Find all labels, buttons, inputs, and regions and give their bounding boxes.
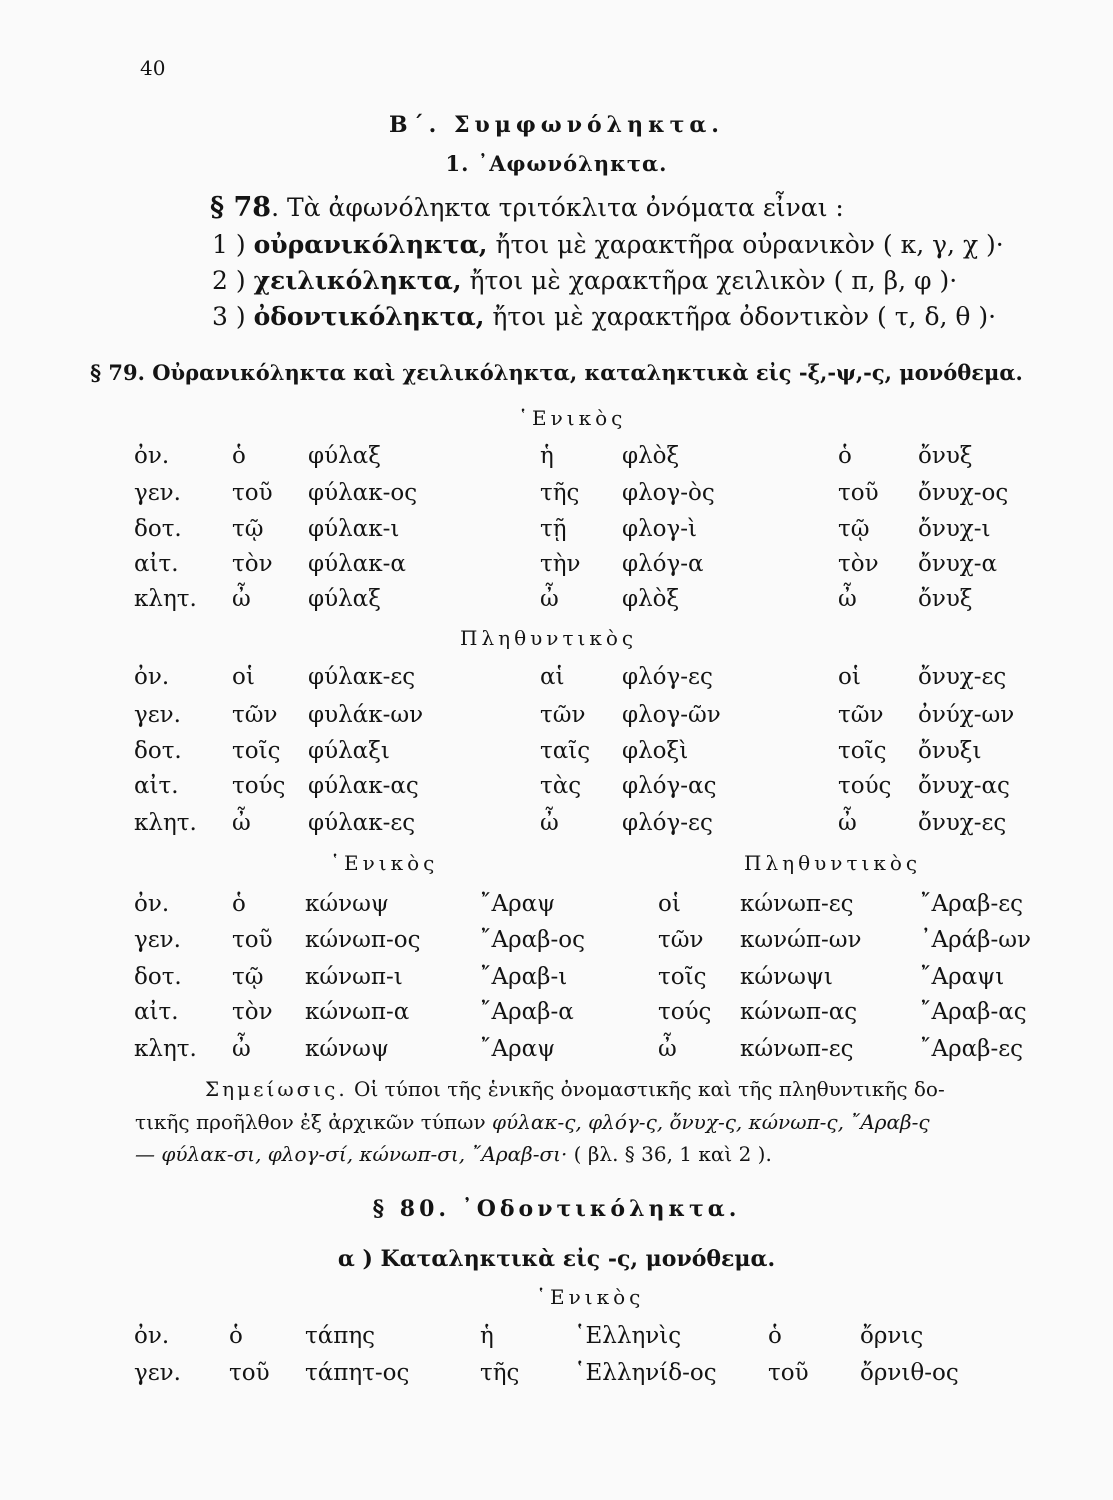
- table-cell: κώνωπ-ος: [305, 927, 421, 953]
- table-cell: τῶν: [658, 927, 704, 953]
- note-text: Οἱ τύποι τῆς ἑνικῆς ὀνομαστικῆς καὶ τῆς πληθυντικῆς δο-: [347, 1077, 945, 1101]
- case-label: ὀν.: [134, 891, 170, 917]
- table-cell: ὁ: [838, 443, 852, 469]
- table-cell: τοῦ: [232, 480, 273, 506]
- paragraph-78-text: . Τὰ ἀφωνόληκτα τριτόκλιτα ὀνόματα εἶναι :: [271, 193, 844, 222]
- table-cell: ὁ: [232, 443, 246, 469]
- item-term: ὀδοντικόληκτα,: [253, 302, 485, 331]
- table-cell: ῎Αραψι: [920, 964, 1005, 990]
- case-label: ὀν.: [134, 664, 170, 690]
- table-cell: οἱ: [838, 664, 861, 690]
- list-item: [212, 302, 996, 331]
- table-cell: ὦ: [232, 1036, 251, 1062]
- page-number: 40: [140, 56, 166, 80]
- table-cell: ᾿Αράβ-ων: [920, 927, 1031, 953]
- table-cell: τοῦ: [229, 1360, 270, 1386]
- item-number: 2 ): [212, 266, 246, 295]
- table-cell: κωνώπ-ων: [740, 927, 862, 953]
- table-cell: κώνωψ: [305, 891, 389, 917]
- table-cell: ὦ: [838, 810, 857, 836]
- number-label-plural: Πληθυντικὸς: [460, 626, 638, 650]
- chapter-title: Β΄. Συμφωνόληκτα.: [389, 112, 724, 138]
- number-label-singular: ῾Ενικὸς: [518, 406, 627, 430]
- table-cell: ὄνυχ-ες: [918, 810, 1007, 836]
- item-number: 1 ): [212, 230, 246, 259]
- table-cell: φύλακ-α: [308, 551, 406, 577]
- table-cell: φλόγ-ας: [622, 773, 717, 799]
- note-label: Σημείωσις.: [205, 1077, 348, 1101]
- table-cell: τῷ: [838, 516, 870, 542]
- case-label: αἰτ.: [134, 999, 179, 1025]
- table-cell: ὄνυχ-ας: [918, 773, 1010, 799]
- table-cell: τούς: [838, 773, 892, 799]
- table-cell: αἱ: [540, 664, 565, 690]
- table-cell: ὦ: [658, 1036, 677, 1062]
- table-cell: ῾Ελληνὶς: [574, 1323, 682, 1349]
- table-cell: ὁ: [229, 1323, 243, 1349]
- case-label: αἰτ.: [134, 551, 179, 577]
- table-cell: κώνωψ: [305, 1036, 389, 1062]
- table-cell: κώνωψι: [740, 964, 833, 990]
- table-cell: οἱ: [658, 891, 681, 917]
- table-cell: τοῖς: [232, 738, 281, 764]
- table-cell: φύλακ-ας: [308, 773, 419, 799]
- table-cell: φλογ-ὶ: [622, 516, 698, 542]
- table-cell: φύλακ-ες: [308, 664, 416, 690]
- case-label: δοτ.: [134, 516, 182, 542]
- table-cell: τάπης: [305, 1323, 376, 1349]
- table-cell: κώνωπ-ας: [740, 999, 858, 1025]
- table-cell: ὄνυχ-α: [918, 551, 998, 577]
- table-cell: κώνωπ-ες: [740, 891, 854, 917]
- table-cell: φλογ-ῶν: [622, 702, 721, 728]
- table-cell: ῎Αραβ-ι: [480, 964, 568, 990]
- table-cell: τῆς: [540, 480, 580, 506]
- item-number: 3 ): [212, 302, 246, 331]
- table-cell: τούς: [232, 773, 286, 799]
- case-label: ὀν.: [134, 1323, 170, 1349]
- note-line-2: [135, 1110, 930, 1134]
- table-cell: ἡ: [540, 443, 554, 469]
- table-cell: τῷ: [232, 516, 264, 542]
- table-cell: τὸν: [232, 551, 273, 577]
- number-label-singular: ῾Ενικὸς: [330, 851, 439, 875]
- table-cell: φύλακ-ες: [308, 810, 416, 836]
- table-cell: ὄνυχ-ι: [918, 516, 991, 542]
- section-mark-78: § 78: [210, 192, 272, 223]
- table-cell: τῶν: [540, 702, 586, 728]
- table-cell: ῎Αραβ-ες: [920, 1036, 1024, 1062]
- table-cell: τῷ: [232, 964, 264, 990]
- table-cell: φύλακ-ος: [308, 480, 418, 506]
- table-cell: ῎Αραβ-ας: [920, 999, 1027, 1025]
- table-cell: ῎Αραβ-ες: [920, 891, 1024, 917]
- case-label: γεν.: [134, 480, 181, 506]
- table-cell: ῎Αραβ-α: [480, 999, 574, 1025]
- table-cell: ὦ: [838, 586, 857, 612]
- note-reference: ( βλ. § 36, 1 καὶ 2 ).: [567, 1142, 772, 1166]
- table-cell: τοῖς: [838, 738, 887, 764]
- table-cell: ἡ: [480, 1323, 494, 1349]
- table-cell: οἱ: [232, 664, 255, 690]
- table-cell: κώνωπ-α: [305, 999, 410, 1025]
- table-cell: ὄνυξ: [918, 443, 973, 469]
- table-cell: φυλάκ-ων: [308, 702, 424, 728]
- table-cell: ὦ: [540, 586, 559, 612]
- table-cell: φύλακ-ι: [308, 516, 400, 542]
- table-cell: φύλαξ: [308, 586, 381, 612]
- table-cell: τὴν: [540, 551, 581, 577]
- table-cell: κώνωπ-ες: [740, 1036, 854, 1062]
- table-cell: ῎Αραψ: [480, 891, 556, 917]
- table-cell: τὸν: [232, 999, 273, 1025]
- table-cell: τὸν: [838, 551, 879, 577]
- table-cell: τῶν: [838, 702, 884, 728]
- table-cell: τῶν: [232, 702, 278, 728]
- case-label: δοτ.: [134, 964, 182, 990]
- table-cell: ῎Αραψ: [480, 1036, 556, 1062]
- note-forms: φύλακ-ς, φλόγ-ς, ὄνυχ-ς, κώνωπ-ς, ῎Αραβ-ς: [492, 1110, 930, 1134]
- item-term: οὐρανικόληκτα,: [253, 230, 488, 259]
- table-cell: ὀνύχ-ων: [918, 702, 1015, 728]
- list-item: [212, 230, 1004, 259]
- case-label: κλητ.: [134, 1036, 197, 1062]
- table-cell: ὦ: [232, 810, 251, 836]
- table-cell: τούς: [658, 999, 712, 1025]
- item-text: ἤτοι μὲ χαρακτῆρα ὀδοντικὸν ( τ, δ, θ )·: [484, 302, 997, 331]
- case-label: γεν.: [134, 702, 181, 728]
- table-cell: φλὸξ: [622, 586, 680, 612]
- case-label: κλητ.: [134, 586, 197, 612]
- table-cell: φλόγ-ες: [622, 810, 713, 836]
- table-cell: φλόγ-ες: [622, 664, 713, 690]
- section-subtitle: 1. ᾿Αφωνόληκτα.: [445, 151, 668, 176]
- case-label: ὀν.: [134, 443, 170, 469]
- heading-80: § 80. ᾿Οδοντικόληκτα.: [372, 1196, 741, 1222]
- case-label: κλητ.: [134, 810, 197, 836]
- table-cell: ὁ: [232, 891, 246, 917]
- table-cell: φύλαξι: [308, 738, 390, 764]
- case-label: δοτ.: [134, 738, 182, 764]
- table-cell: ταῖς: [540, 738, 591, 764]
- case-label: γεν.: [134, 1360, 181, 1386]
- item-term: χειλικόληκτα,: [253, 266, 462, 295]
- paragraph-78: [210, 192, 844, 223]
- case-label: γεν.: [134, 927, 181, 953]
- table-cell: φλὸξ: [622, 443, 680, 469]
- table-cell: ὄρνις: [860, 1323, 924, 1349]
- heading-79: § 79. Οὐρανικόληκτα καὶ χειλικόληκτα, καταληκτικὰ εἰς -ξ,-ψ,-ς, μονόθεμα.: [90, 360, 1023, 385]
- table-cell: φλογ-ὸς: [622, 480, 715, 506]
- table-cell: ῎Αραβ-ος: [480, 927, 585, 953]
- number-label-plural: Πληθυντικὸς: [744, 851, 922, 875]
- item-text: ἤτοι μὲ χαρακτῆρα οὐρανικὸν ( κ, γ, χ )·: [487, 230, 1004, 259]
- table-cell: ῾Ελληνίδ-ος: [574, 1360, 717, 1386]
- item-text: ἤτοι μὲ χαρακτῆρα χειλικὸν ( π, β, φ )·: [461, 266, 958, 295]
- table-cell: ὄνυξι: [918, 738, 982, 764]
- table-cell: τάπητ-ος: [305, 1360, 410, 1386]
- table-cell: ὦ: [540, 810, 559, 836]
- number-label-singular: ῾Ενικὸς: [536, 1285, 645, 1309]
- table-cell: ὄνυξ: [918, 586, 973, 612]
- heading-80a: α ) Καταληκτικὰ εἰς -ς, μονόθεμα.: [337, 1246, 776, 1272]
- table-cell: ὄνυχ-ες: [918, 664, 1007, 690]
- note-line-3: [135, 1142, 772, 1166]
- table-cell: φύλαξ: [308, 443, 381, 469]
- list-item: [212, 266, 957, 295]
- table-cell: τῆς: [480, 1360, 520, 1386]
- table-cell: τοῦ: [768, 1360, 809, 1386]
- note-text: τικῆς προῆλθον ἐξ ἀρχικῶν τύπων: [135, 1110, 492, 1134]
- table-cell: τοῦ: [232, 927, 273, 953]
- table-cell: τῇ: [540, 516, 567, 542]
- note-line-1: [205, 1077, 1075, 1101]
- table-cell: τὰς: [540, 773, 582, 799]
- table-cell: φλόγ-α: [622, 551, 704, 577]
- table-cell: κώνωπ-ι: [305, 964, 403, 990]
- case-label: αἰτ.: [134, 773, 179, 799]
- table-cell: ὄρνιθ-ος: [860, 1360, 959, 1386]
- table-cell: ὦ: [232, 586, 251, 612]
- table-cell: τοῦ: [838, 480, 879, 506]
- note-forms: — φύλακ-σι, φλογ-σί, κώνωπ-σι, ῎Αραβ-σι·: [135, 1142, 568, 1166]
- table-cell: τοῖς: [658, 964, 707, 990]
- table-cell: φλοξὶ: [622, 738, 689, 764]
- table-cell: ὄνυχ-ος: [918, 480, 1009, 506]
- table-cell: ὁ: [768, 1323, 782, 1349]
